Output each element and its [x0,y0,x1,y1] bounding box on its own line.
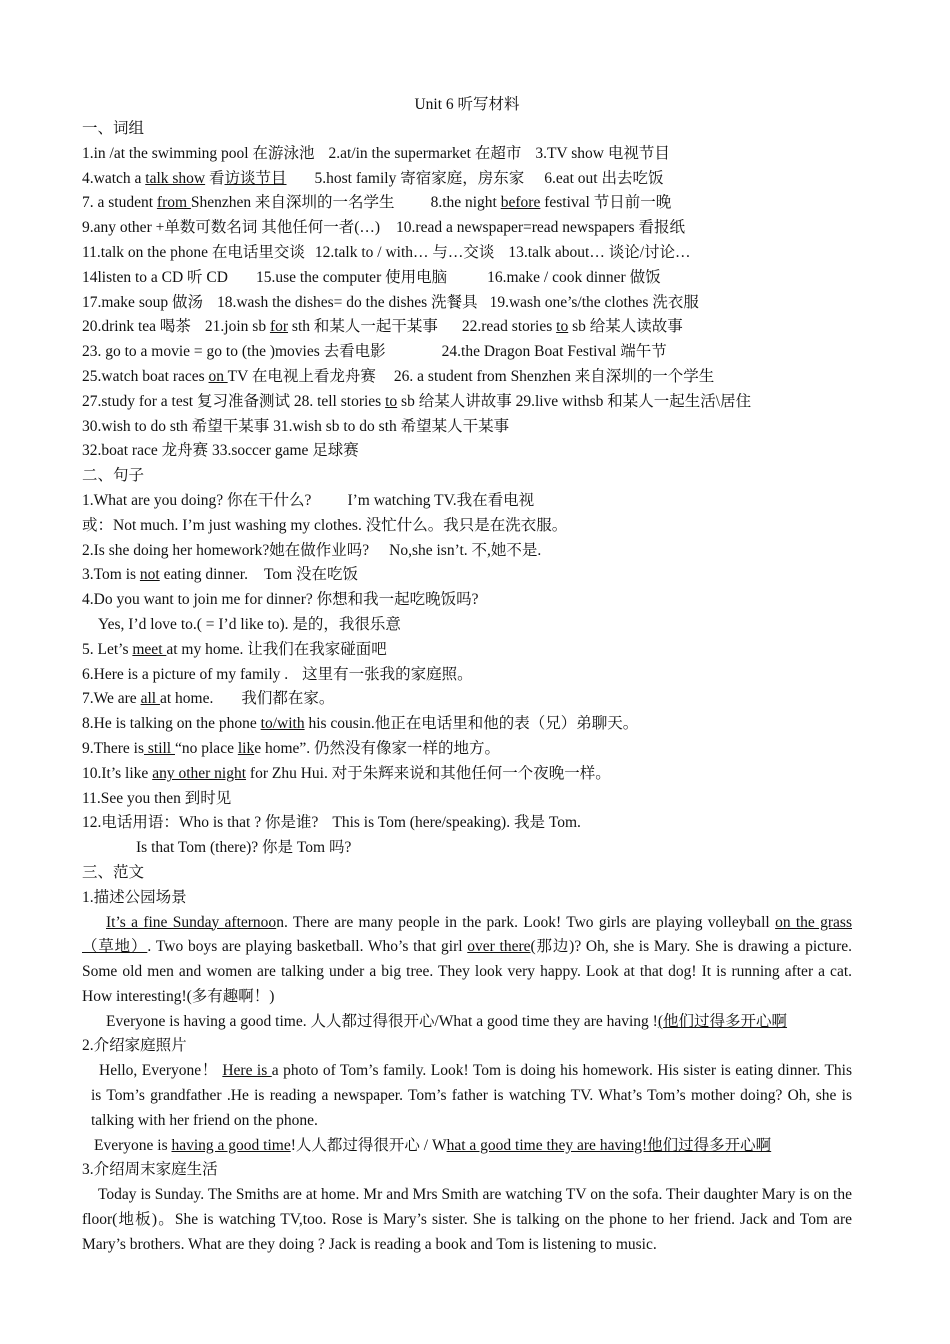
document-title: Unit 6 听写材料 [414,96,520,113]
section-heading-phrases: 一、词组 [82,120,145,137]
sentence-1: 1.What are you doing? 你在干什么? I’m watching TV.我在看电视 [82,491,535,509]
phrase-line-9: 23. go to a movie = go to (the )movies 去看电影 24.the Dragon Boat Festival 端午节 [82,343,667,361]
phrase-line-8: 20.drink tea 喝茶 21.join sb for sth 和某人一起干某事 22.read stories to sb 给某人读故事 [82,318,683,336]
document-page [82,92,852,1258]
sentence-4: 4.Do you want to join me for dinner? 你想和我一起吃晚饭吗? [82,591,479,609]
sentence-4-answer: Yes, I’d love to.( = I’d like to). 是的，我很乐意 [98,615,401,633]
sentence-12: 12.电话用语：Who is that ? 你是谁? This is Tom (here/speaking). 我是 Tom. [82,814,581,832]
sentence-6: 6.Here is a picture of my family . 这里有一张我的家庭照。 [82,665,473,683]
essay-2-heading: 2.介绍家庭照片 [82,1037,187,1055]
phrase-line-7: 17.make soup 做汤 18.wash the dishes= do the dishes 洗餐具 19.wash one’s/the clothes 洗衣服 [82,293,699,311]
phrase-line-1: 1.in /at the swimming pool 在游泳池 2.at/in the supermarket 在超市 3.TV show 电视节目 [82,144,670,162]
essay-1-paragraph-1: It’s a fine Sunday afternoon. There are many people in the park. Look! Two girls are playing volleyball on the grass（草地）. Two boys are playing basketball. Who’s that girl over there(那边)? Oh, she is Mary. She is drawing a picture. Some old men and women are talking under a big tree. They look very happy. Look at that dog! It is running after a cat. How interesting!(多有趣啊！) [82,913,852,1005]
sentence-2: 2.Is she doing her homework?她在做作业吗? No,she isn’t. 不,她不是. [82,541,542,559]
sentence-9: 9.There is still “no place like home”. 仍然没有像家一样的地方。 [82,739,501,757]
phrase-line-12: 30.wish to do sth 希望干某事 31.wish sb to do sth 希望某人干某事 [82,417,510,435]
sentence-7: 7.We are all at home. 我们都在家。 [82,690,335,708]
essay-3-paragraph-1: Today is Sunday. The Smiths are at home. Mr and Mrs Smith are watching TV on the sofa. Their daughter Mary is on the floor(地板)。She is watching TV,too. Rose is Mary’s sister. She is talking on the phone to her friend. Jack and Tom are Mary’s brothers. What are they doing ? Jack is reading a book and Tom is listening to music. [82,1186,852,1253]
phrase-line-4: 9.any other +单数可数名词 其他任何一者(…) 10.read a newspaper=read newspapers 看报纸 [82,219,685,237]
section-heading-essays: 三、范文 [82,863,145,881]
essay-3-heading: 3.介绍周末家庭生活 [82,1161,218,1179]
essay-1-paragraph-2: Everyone is having a good time. 人人都过得很开心/What a good time they are having !(他们过得多开心啊 [106,1012,788,1030]
phrase-line-11: 27.study for a test 复习准备测试 28. tell stories to sb 给某人讲故事 29.live withsb 和某人一起生活\居住 [82,392,752,410]
phrase-line-6: 14listen to a CD 听 CD 15.use the computer 使用电脑 16.make / cook dinner 做饭 [82,268,661,286]
sentence-10: 10.It’s like any other night for Zhu Hui. 对于朱辉来说和其他任何一个夜晚一样。 [82,764,611,782]
sentence-11: 11.See you then 到时见 [82,789,232,807]
sentence-1-alt: 或：Not much. I’m just washing my clothes. 没忙什么。我只是在洗衣服。 [82,516,568,534]
phrase-line-5: 11.talk on the phone 在电话里交谈 12.talk to / with… 与…交谈 13.talk about… 谈论/讨论… [82,243,691,261]
essay-2-paragraph-1: Hello, Everyone！ Here is a photo of Tom’s family. Look! Tom is doing his homework. His sister is eating dinner. This is Tom’s grandfather .He is reading a newspaper. Tom’s father is watching TV. What’s Tom’s mother doing? Oh, she is talking with her friend on the phone. [91,1062,853,1129]
sentence-12-alt: Is that Tom (there)? 你是 Tom 吗? [136,839,352,857]
sentence-5: 5. Let’s meet at my home. 让我们在我家碰面吧 [82,640,387,658]
section-heading-sentences: 二、句子 [82,467,145,485]
phrase-line-10: 25.watch boat races on TV 在电视上看龙舟赛 26. a student from Shenzhen 来自深圳的一个学生 [82,367,715,385]
sentence-8: 8.He is talking on the phone to/with his cousin.他正在电话里和他的表（兄）弟聊天。 [82,715,639,733]
essay-2-paragraph-2: Everyone is having a good time!人人都过得很开心 / What a good time they are having!他们过得多开心啊 [94,1136,772,1154]
phrase-line-3: 7. a student from Shenzhen 来自深圳的一名学生 8.the night before festival 节日前一晚 [82,194,672,212]
phrase-line-2: 4.watch a talk show 看访谈节目 5.host family 寄宿家庭，房东家 6.eat out 出去吃饭 [82,169,664,187]
phrase-line-13: 32.boat race 龙舟赛 33.soccer game 足球赛 [82,442,359,460]
sentence-3: 3.Tom is not eating dinner. Tom 没在吃饭 [82,566,359,584]
essay-1-heading: 1.描述公园场景 [82,888,187,906]
